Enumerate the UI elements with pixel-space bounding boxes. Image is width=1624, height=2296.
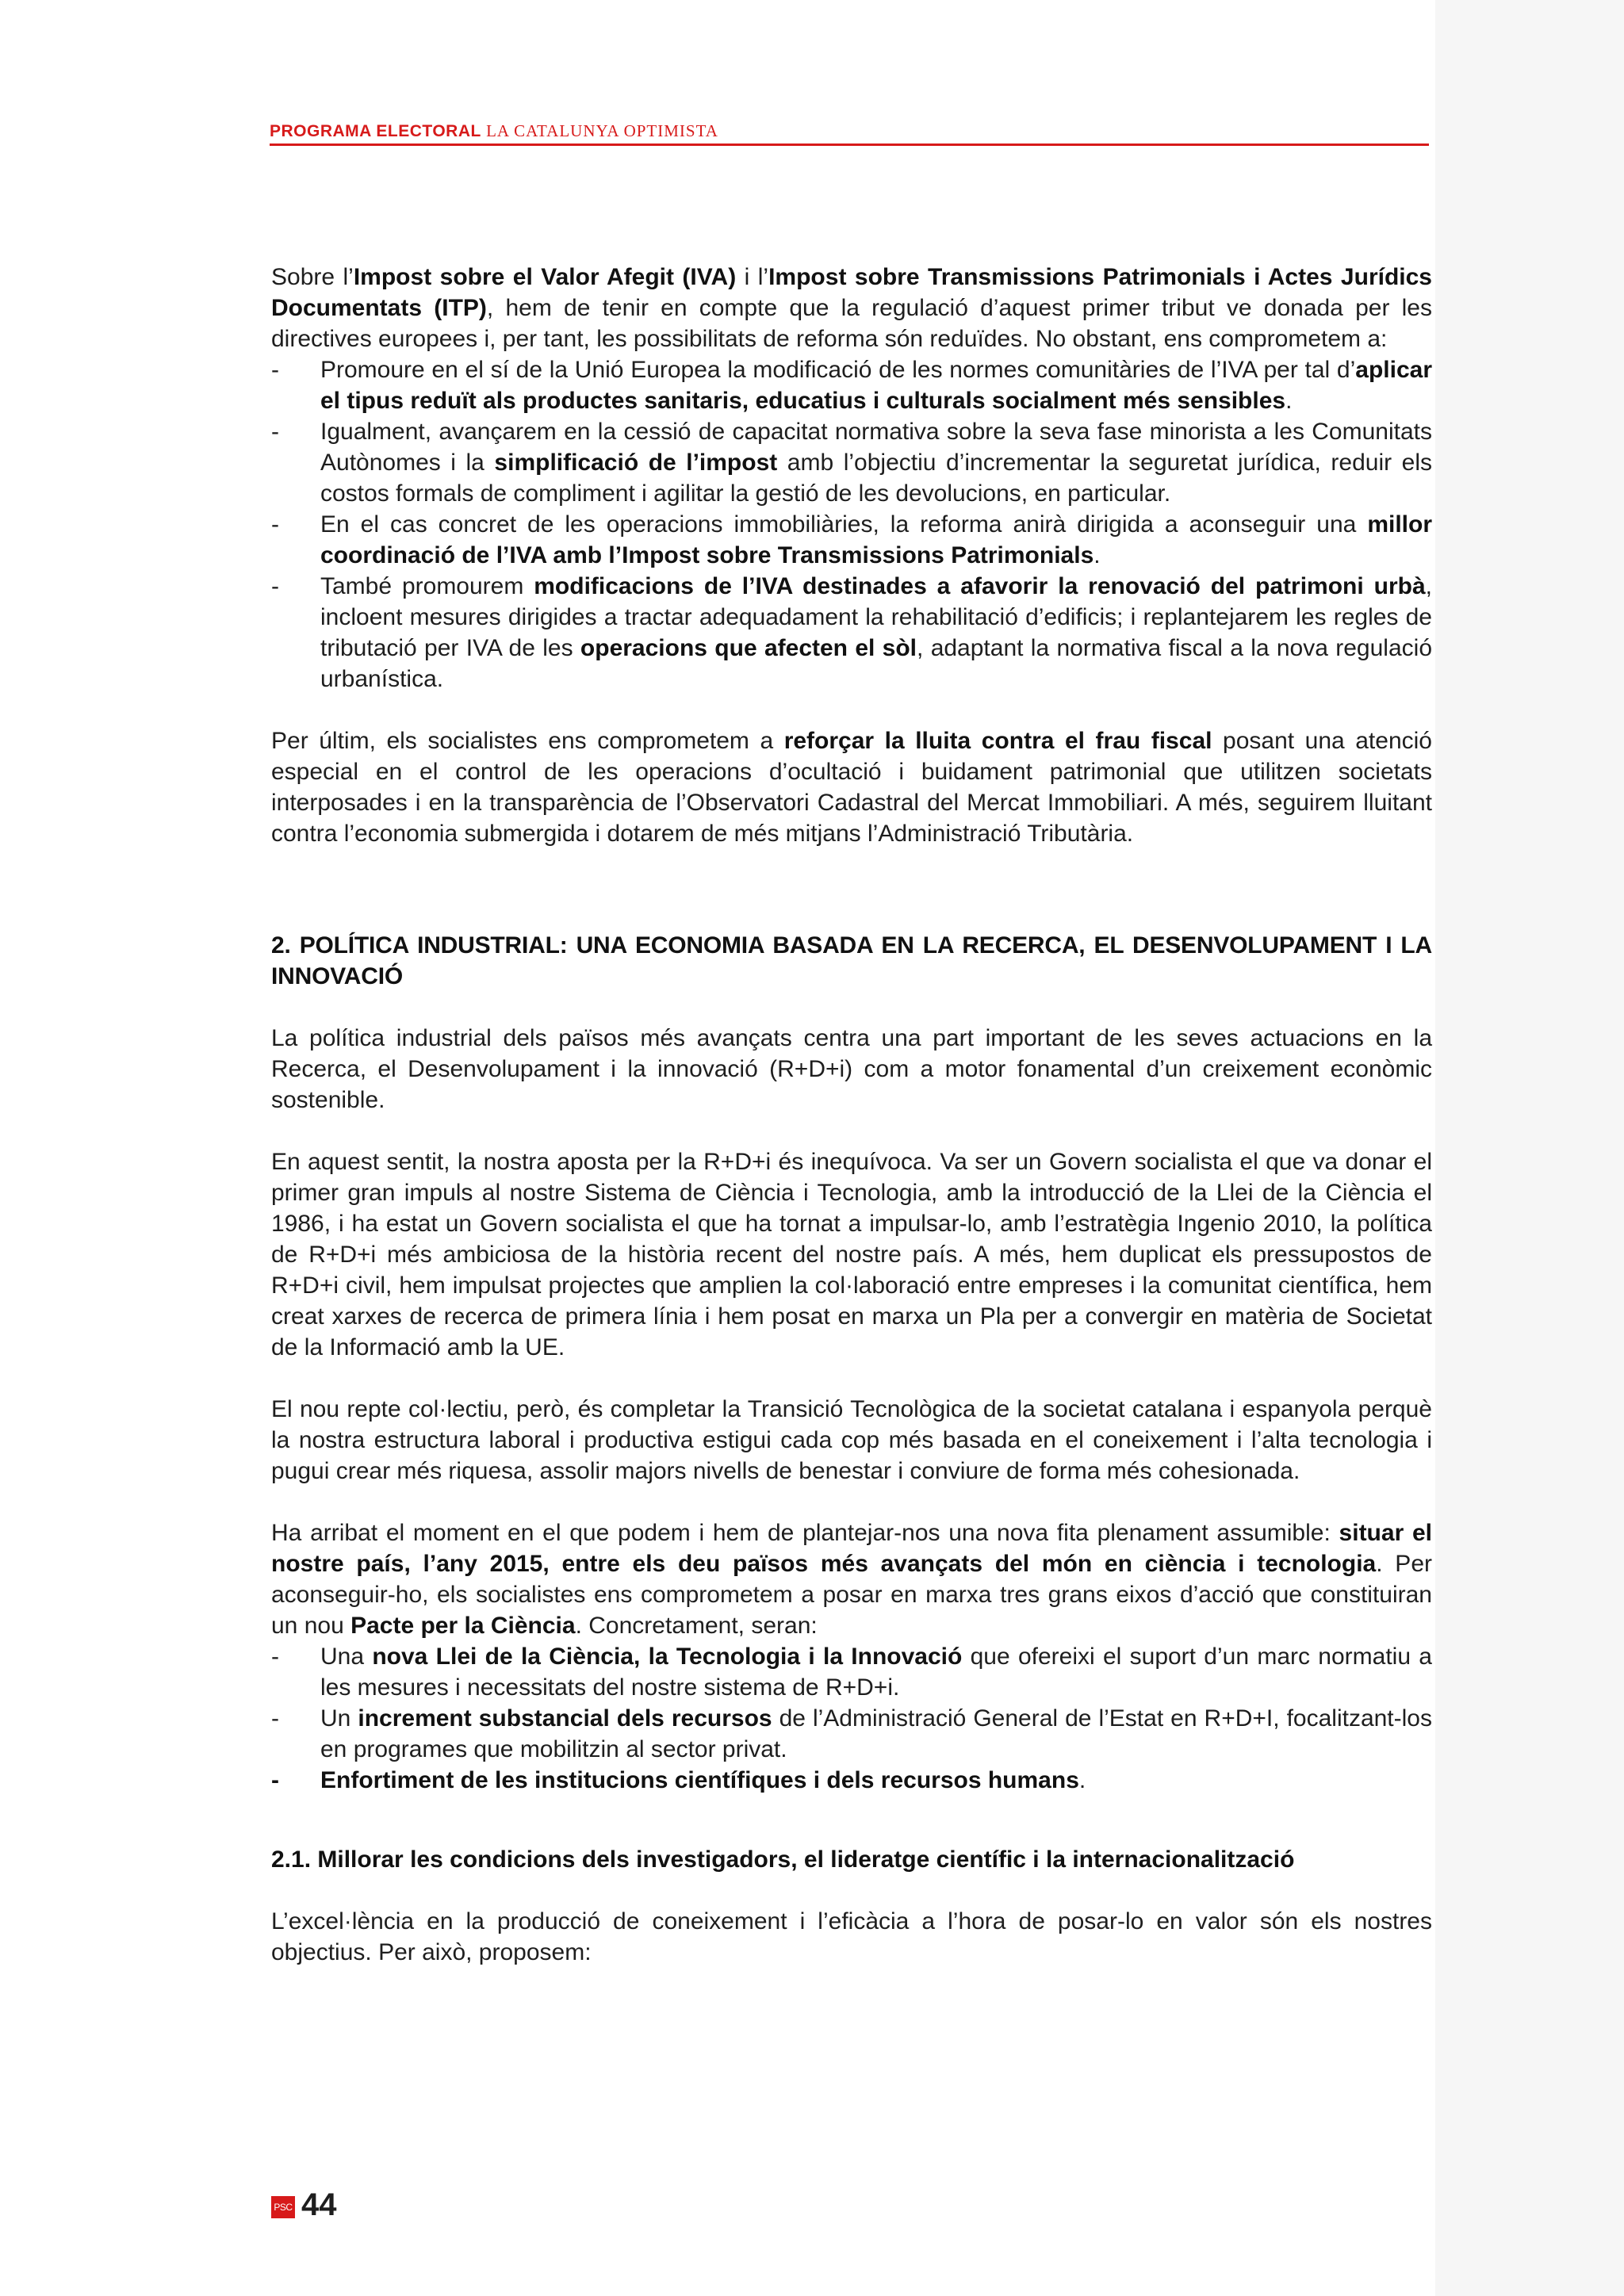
list-item <box>271 354 1432 416</box>
list-dash: - <box>271 573 279 599</box>
list-item <box>271 509 1432 571</box>
header-program-label: PROGRAMA ELECTORAL <box>270 122 481 140</box>
text-run: Sobre l’ <box>271 264 354 290</box>
bold-run: reforçar la lluita contra el frau fiscal <box>783 728 1212 754</box>
text-run: Igualment, avançarem en la cessió de capacitat normativa sobre la seva fase minorista a les Comunitats Autònomes i la <box>320 419 1432 476</box>
paragraph-industrial-policy: La política industrial dels països més avançats centra una part important de les seves actuacions en la Recerca, el Desenvolupament i la innovació (R+D+i) com a motor fonamental d’un creixement econòmic sostenible. <box>271 1025 1432 1113</box>
list-item <box>271 571 1432 695</box>
list-dash: - <box>271 1705 279 1732</box>
text-run: posant una atenció especial en el control de les operacions d’ocultació i buidament patrimonial que utilitzen societats interposades i en la transparència de l’Observatori Cadastral del Mercat Immobiliari. A més, seguirem lluitant contra l’economia submergida i dotarem de més mitjans l’Administració Tributària. <box>271 728 1432 847</box>
running-header <box>270 119 1429 147</box>
paragraph-tax-fraud <box>271 725 1432 849</box>
bold-run: increment substancial dels recursos <box>358 1705 772 1732</box>
bold-run: operacions que afecten el sòl <box>580 635 917 661</box>
text-run: . Concretament, seran: <box>575 1613 818 1639</box>
body-text <box>271 262 1432 1968</box>
list-item <box>271 1765 1432 1796</box>
text-run: Per últim, els socialistes ens comprometem a <box>271 728 784 754</box>
text-run: Una <box>320 1644 373 1670</box>
running-header-text <box>270 119 718 144</box>
list-dash: - <box>271 419 279 445</box>
text-run: En el cas concret de les operacions immobiliàries, la reforma anirà dirigida a aconseguir una <box>320 511 1368 538</box>
header-title: LA CATALUNYA OPTIMISTA <box>481 121 718 140</box>
bold-run: situar el nostre país, l’any 2015, entre els deu països més avançats del món en ciència i tecnologia <box>271 1520 1432 1577</box>
text-run: . <box>1094 542 1101 568</box>
subsection-heading: 2.1. Millorar les condicions dels investigadors, el lideratge científic i la internacionalització <box>271 1846 1295 1873</box>
bold-run: aplicar el tipus reduït als productes sanitaris, educatius i culturals socialment més sensibles <box>320 357 1432 414</box>
text-run: de l’Administració General de l’Estat en R+D+I, focalitzant-los en programes que mobilitzin al sector privat. <box>320 1705 1432 1762</box>
text-run: . Per aconseguir-ho, els socialistes ens comprometem a posar en marxa tres grans eixos d’acció que constituiran un nou <box>271 1551 1432 1639</box>
paragraph-rdi-commitment: En aquest sentit, la nostra aposta per la R+D+i és inequívoca. Va ser un Govern socialista el que va donar el primer gran impuls al nostre Sistema de Ciència i Tecnologia, amb la introducció de la Llei de la Ciència el 1986, i ha estat un Govern socialista el que ha tornat a impulsar-lo, amb l’estratègia Ingenio 2010, la política de R+D+i més ambiciosa de la història recent del nostre país. A més, hem duplicat els pressupostos de R+D+i civil, hem impulsat projectes que amplien la col·laboració entre empreses i la comunitat científica, hem creat xarxes de recerca de primera línia i hem posat en marxa un Pla per a convergir en matèria de Societat de la Informació amb la UE. <box>271 1149 1432 1360</box>
text-run: . <box>1078 1767 1086 1793</box>
page-edge-shading <box>1435 0 1624 2296</box>
text-run: Ha arribat el moment en el que podem i hem de plantejar-nos una nova fita plenament assumible: <box>271 1520 1339 1546</box>
bold-run: Impost sobre Transmissions Patrimonials i Actes Jurídics Documentats (ITP) <box>271 264 1432 321</box>
text-run: amb l’objectiu d’incrementar la seguretat jurídica, reduir els costos formals de compliment i agilitar la gestió de les devolucions, en particular. <box>320 450 1432 507</box>
header-rule <box>270 144 1429 146</box>
bold-run: nova Llei de la Ciència, la Tecnologia i la Innovació <box>372 1644 963 1670</box>
psc-logo: PSC <box>271 2196 295 2218</box>
list-item <box>271 416 1432 509</box>
text-run: i l’ <box>736 264 769 290</box>
paragraph-technological-transition: El nou repte col·lectiu, però, és completar la Transició Tecnològica de la societat catalana i espanyola perquè la nostra estructura laboral i productiva estigui cada cop més basada en el coneixement i l’alta tecnologia i pugui crear més riquesa, assolir majors nivells de benestar i conviure de forma més cohesionada. <box>271 1396 1432 1484</box>
page-number: 44 <box>301 2187 337 2222</box>
text-run: , incloent mesures dirigides a tractar adequadament la rehabilitació d’edificis; i replantejarem les regles de tributació per IVA de les <box>320 573 1432 661</box>
paragraph-excellence: L’excel·lència en la producció de coneixement i l’eficàcia a l’hora de posar-lo en valor són els nostres objectius. Per això, proposem: <box>271 1908 1432 1965</box>
paragraph-iva-intro <box>271 262 1432 354</box>
bold-run: modificacions de l’IVA destinades a afavorir la renovació del patrimoni urbà <box>534 573 1426 599</box>
list-dash: - <box>271 357 279 383</box>
list-item <box>271 1703 1432 1765</box>
list-item <box>271 1641 1432 1703</box>
section-heading: 2. POLÍTICA INDUSTRIAL: UNA ECONOMIA BASADA EN LA RECERCA, EL DESENVOLUPAMENT I LA INNOVACIÓ <box>271 932 1432 989</box>
paragraph-science-pact <box>271 1517 1432 1641</box>
iva-commitments-list <box>271 354 1432 695</box>
list-dash: - <box>271 1767 279 1793</box>
list-dash: - <box>271 511 279 538</box>
text-run: que ofereixi el suport d’un marc normatiu a les mesures i necessitats del nostre sistema de R+D+i. <box>320 1644 1432 1701</box>
text-run: . <box>1285 388 1293 414</box>
bold-run: Impost sobre el Valor Afegit (IVA) <box>353 264 737 290</box>
bold-run: Enfortiment de les institucions científiques i dels recursos humans <box>320 1767 1079 1793</box>
text-run: Un <box>320 1705 358 1732</box>
text-run: , adaptant la normativa fiscal a la nova regulació urbanística. <box>320 635 1432 692</box>
text-run: , hem de tenir en compte que la regulació d’aquest primer tribut ve donada per les directives europees i, per tant, les possibilitats de reforma són reduïdes. No obstant, ens comprometem a: <box>271 295 1432 352</box>
bold-run: Pacte per la Ciència <box>350 1613 576 1639</box>
bold-run: simplificació de l’impost <box>494 450 778 476</box>
science-pact-list <box>271 1641 1432 1796</box>
text-run: També promourem <box>320 573 534 599</box>
list-dash: - <box>271 1644 279 1670</box>
text-run: Promoure en el sí de la Unió Europea la modificació de les normes comunitàries de l’IVA per tal d’ <box>320 357 1356 383</box>
bold-run: millor coordinació de l’IVA amb l’Impost sobre Transmissions Patrimonials <box>320 511 1432 568</box>
